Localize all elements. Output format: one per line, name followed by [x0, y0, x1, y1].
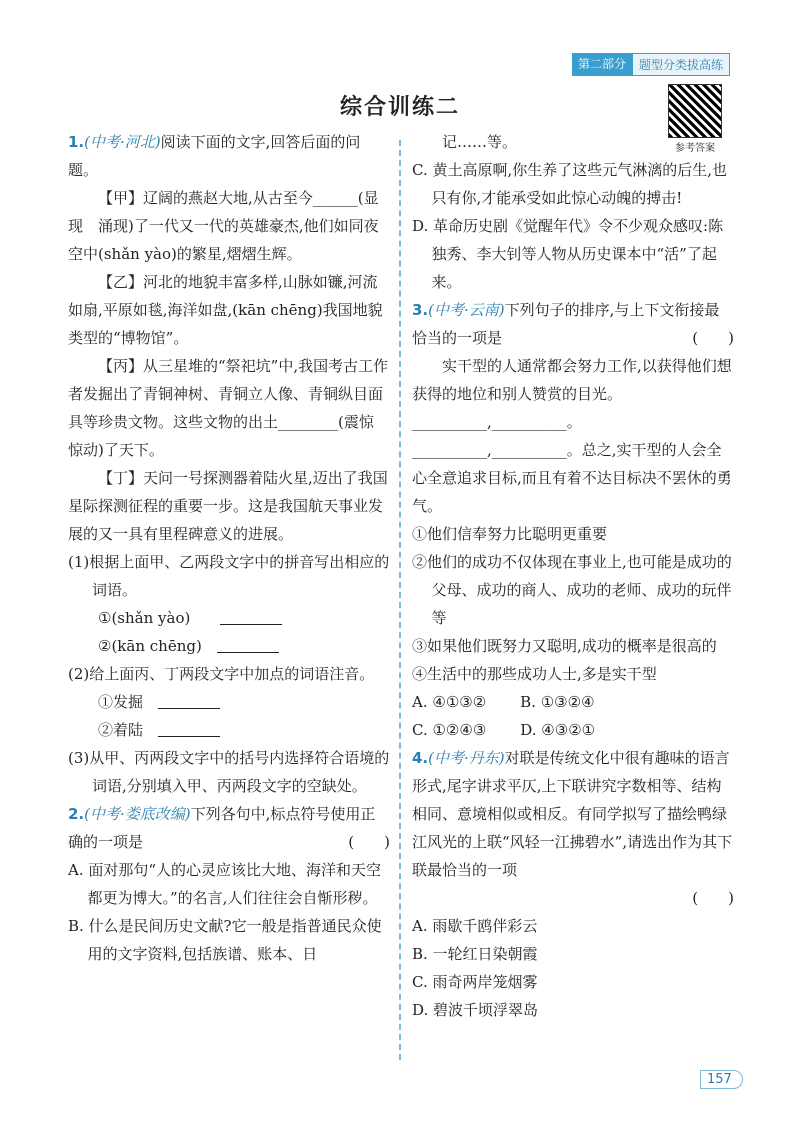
sub-question-1: (1)根据上面甲、乙两段文字中的拼音写出相应的词语。: [68, 553, 390, 599]
q3-passage: 实干型的人通常都会努力工作,以获得他们想获得的地位和别人赞赏的目光。__________,__________。__________,__________。总之,实干型的人会全心全意追求目标,而且有着不达目标决不罢休的勇气。: [412, 357, 732, 515]
column-divider: [399, 140, 401, 1060]
answer-line-1a: [68, 604, 390, 632]
answer-blank[interactable]: [217, 637, 279, 653]
answer-line-2b: [68, 716, 390, 744]
stem-text: 下列各句中,标点符号使用正确的一项是: [68, 805, 376, 851]
option-b: B. ①③②④: [520, 693, 595, 711]
option-c: C. 黄土高原啊,你生养了这些元气淋漓的后生,也只有你,才能承受如此惊心动魄的搏击!: [412, 161, 728, 207]
answer-blank[interactable]: [220, 609, 282, 625]
word-label: ①发掘: [98, 693, 144, 711]
passage-jia: 【甲】辽阔的燕赵大地,从古至今______(显现 涌现)了一代又一代的英雄豪杰,他们如同夜空中(shǎn yào)的繁星,熠熠生辉。: [68, 189, 379, 263]
q3-options-row-2: [412, 716, 734, 744]
question-4-stem: [412, 744, 734, 884]
sentence-1: ①他们信奉努力比聪明更重要: [412, 525, 608, 543]
answer-paren[interactable]: ( ): [692, 889, 734, 907]
option-b-continued: 记……等。: [442, 133, 518, 151]
question-1-stem: [68, 128, 390, 184]
question-number: 3.: [412, 301, 429, 319]
stem-text: 阅读下面的文字,回答后面的问题。: [68, 133, 361, 179]
option-a: A. 面对那句“人的心灵应该比大地、海洋和天空都更为博大。”的名言,人们往往会自惭形秽。: [68, 861, 382, 907]
option-c: C. 雨奇两岸笼烟雾: [412, 973, 538, 991]
option-c: C. ①②④③: [412, 721, 487, 739]
option-d: D. ④③②①: [520, 721, 596, 739]
answer-blank[interactable]: [158, 721, 220, 737]
question-number: 1.: [68, 133, 85, 151]
part-label: 第二部分: [572, 53, 632, 76]
question-number: 4.: [412, 749, 429, 767]
question-3-stem: [412, 296, 734, 352]
question-source: (中考·河北): [84, 133, 161, 151]
answer-blank[interactable]: [158, 693, 220, 709]
option-d: D. 革命历史剧《觉醒年代》令不少观众感叹:陈独秀、李大钊等人物从历史课本中“活”了起来。: [412, 217, 724, 291]
qr-label: 参考答案: [675, 143, 715, 154]
option-a: A. 雨歇千鸥伴彩云: [412, 917, 538, 935]
answer-line-1b: [68, 632, 390, 660]
option-b: B. 一轮红日染朝霞: [412, 945, 538, 963]
right-column: [412, 128, 734, 1024]
q3-options-row-1: [412, 688, 734, 716]
answer-paren[interactable]: ( ): [348, 833, 390, 851]
passage-yi: 【乙】河北的地貌丰富多样,山脉如镰,河流如扇,平原如毯,海洋如盘,(kān chēng)我国地貌类型的“博物馆”。: [68, 273, 383, 347]
question-source: (中考·云南): [428, 301, 505, 319]
sub-question-2: (2)给上面丙、丁两段文字中加点的词语注音。: [68, 665, 375, 683]
answer-paren[interactable]: ( ): [692, 329, 734, 347]
answer-line-2a: [68, 688, 390, 716]
passage-ding: 【丁】天问一号探测器着陆火星,迈出了我国星际探测征程的重要一步。这是我国航天事业发展的又一具有里程碑意义的进展。: [68, 469, 388, 543]
pinyin-label: ②(kān chēng): [98, 637, 202, 655]
sentence-3: ③如果他们既努力又聪明,成功的概率是很高的: [412, 637, 717, 655]
question-2-stem: [68, 800, 390, 856]
option-a: A. ④①③②: [412, 693, 487, 711]
left-column: [68, 128, 390, 968]
page-number: 157: [700, 1070, 743, 1089]
section-header: [572, 53, 730, 76]
page-title: 综合训练二: [339, 95, 460, 120]
word-label: ②着陆: [98, 721, 144, 739]
option-d: D. 碧波千顷浮翠岛: [412, 1001, 539, 1019]
stem-text: 对联是传统文化中很有趣味的语言形式,尾字讲求平仄,上下联讲究字数相等、结构相同、意境相似或相反。有同学拟写了描绘鸭绿江风光的上联“风轻一江拂碧水”,请选出作为其下联最恰当的一项: [412, 749, 733, 879]
sub-question-3: (3)从甲、丙两段文字中的括号内选择符合语境的词语,分别填入甲、丙两段文字的空缺处。: [68, 749, 390, 795]
sentence-2: ②他们的成功不仅体现在事业上,也可能是成功的父母、成功的商人、成功的老师、成功的玩伴等: [412, 553, 732, 627]
answer-paren-line: [412, 884, 734, 912]
question-source: (中考·丹东): [428, 749, 505, 767]
stem-text: 下列句子的排序,与上下文衔接最恰当的一项是: [412, 301, 720, 347]
option-b: B. 什么是民间历史文献?它一般是指普通民众使用的文字资料,包括族谱、账本、日: [68, 917, 382, 963]
sentence-4: ④生活中的那些成功人士,多是实干型: [412, 665, 657, 683]
question-source: (中考·娄底改编): [84, 805, 191, 823]
passage-bing: 【丙】从三星堆的“祭祀坑”中,我国考古工作者发掘出了青铜神树、青铜立人像、青铜纵目面具等珍贵文物。这些文物的出土________(震惊 惊动)了天下。: [68, 357, 389, 459]
question-number: 2.: [68, 805, 85, 823]
section-label: 题型分类拔高练: [632, 53, 730, 76]
pinyin-label: ①(shǎn yào): [98, 609, 191, 627]
